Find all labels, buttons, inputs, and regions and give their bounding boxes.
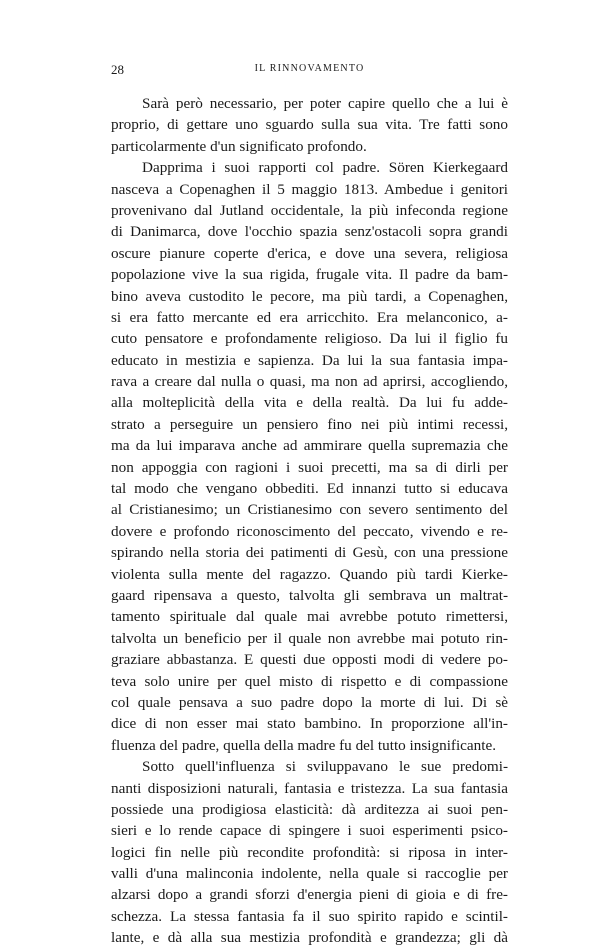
text-line: rava a creare dal nulla o quasi, ma non ad aprirsi, accogliendo, — [111, 373, 508, 391]
text-line: di Danimarca, dove l'occhio spazia senz'ostacoli sopra grandi — [111, 223, 508, 241]
text-line: fluenza del padre, quella della madre fu del tutto insignificante. — [111, 736, 497, 754]
text-line: Sarà però necessario, per poter capire quello che a lui è — [142, 95, 508, 112]
text-line: bino aveva custodito le pecore, ma più tardi, a Copenaghen, — [111, 287, 508, 305]
running-title: IL RINNOVAMENTO — [254, 63, 365, 74]
text-line: nasceva a Copenaghen il 5 maggio 1813. Ambedue i genitori — [111, 180, 508, 198]
text-line: non appoggia con ragioni i suoi precetti, ma sa di dirli per — [111, 458, 508, 476]
text-line: tal modo che vengano obbediti. Ed innanzi tutto si educava — [111, 480, 508, 498]
text-line: strato a perseguire un pensiero fino nei più intimi recessi, — [111, 415, 508, 433]
text-line: col quale pensava a suo padre dopo la morte di lui. Di sè — [111, 693, 508, 711]
text-line: graziare abbastanza. E questi due opposti modi di vedere po- — [111, 651, 508, 669]
text-line: ma da lui imparava anche ad ammirare quella supremazia che — [111, 437, 508, 455]
text-line: dovere e profondo riconoscimento del peccato, vivendo e re- — [111, 522, 508, 540]
text-line: Sotto quell'influenza si sviluppavano le sue predomi- — [142, 758, 508, 776]
text-line: tamento spirituale dal quale mai avrebbe potuto rimettersi, — [111, 608, 508, 626]
page-header — [111, 62, 508, 82]
text-line: schezza. La stessa fantasia fa il suo spirito rapido e scintil- — [111, 907, 508, 925]
text-line: particolarmente d'un significato profondo. — [111, 137, 367, 155]
body-text — [111, 93, 508, 949]
text-line: nanti disposizioni naturali, fantasia e tristezza. La sua fantasia — [111, 779, 508, 797]
text-line: alzarsi dopo a grandi sforzi d'energia pieni di gioia e di fre- — [111, 886, 508, 904]
text-line: violenta sulla mente del ragazzo. Quando più tardi Kierke- — [111, 565, 508, 583]
text-line: sieri e lo rende capace di spingere i suoi esperimenti psico- — [111, 822, 508, 840]
text-line: provenivano dal Jutland occidentale, la più infeconda regione — [111, 201, 508, 219]
text-line: popolazione vive la sua rigida, frugale vita. Il padre da bam- — [111, 266, 508, 284]
text-line: alla molteplicità della vita e della realtà. Da lui fu adde- — [111, 394, 508, 412]
text-line: spirando nella storia dei patimenti di Gesù, con una pressione — [111, 544, 508, 562]
text-line: gaard ripensava a questo, talvolta gli sembrava un maltrat- — [111, 586, 508, 604]
text-line: talvolta un beneficio per il quale non avrebbe mai potuto rin- — [111, 629, 508, 647]
text-line: al Cristianesimo; un Cristianesimo con severo sentimento del — [111, 501, 508, 519]
text-line: educato in mestizia e sapienza. Da lui la sua fantasia impa- — [111, 351, 508, 369]
text-line: oscure pianure coperte d'erica, e dove una severa, religiosa — [111, 244, 508, 262]
text-line: valli d'una malinconia indolente, nella quale si raccoglie per — [111, 865, 508, 883]
text-line: logici fin nelle più recondite profondità: si riposa in inter- — [111, 843, 508, 861]
text-line: si era fatto mercante ed era arricchito. Era melanconico, a- — [111, 308, 508, 326]
text-line: teva solo unire per quel misto di rispetto e di compassione — [111, 672, 508, 690]
text-line: proprio, di gettare uno sguardo sulla sua vita. Tre fatti sono — [111, 116, 508, 134]
text-line: possiede una prodigiosa elasticità: dà arditezza ai suoi pen- — [111, 800, 508, 818]
page-number: 28 — [111, 62, 124, 77]
text-line: lante, e dà alla sua mestizia profondità e grandezza; gli dà — [111, 929, 508, 947]
text-line: cuto pensatore e profondamente religioso. Da lui il figlio fu — [111, 330, 508, 348]
text-line: dice di non esser mai stato bambino. In proporzione all'in- — [111, 715, 508, 733]
text-line: Dapprima i suoi rapporti col padre. Sören Kierkegaard — [142, 159, 508, 177]
